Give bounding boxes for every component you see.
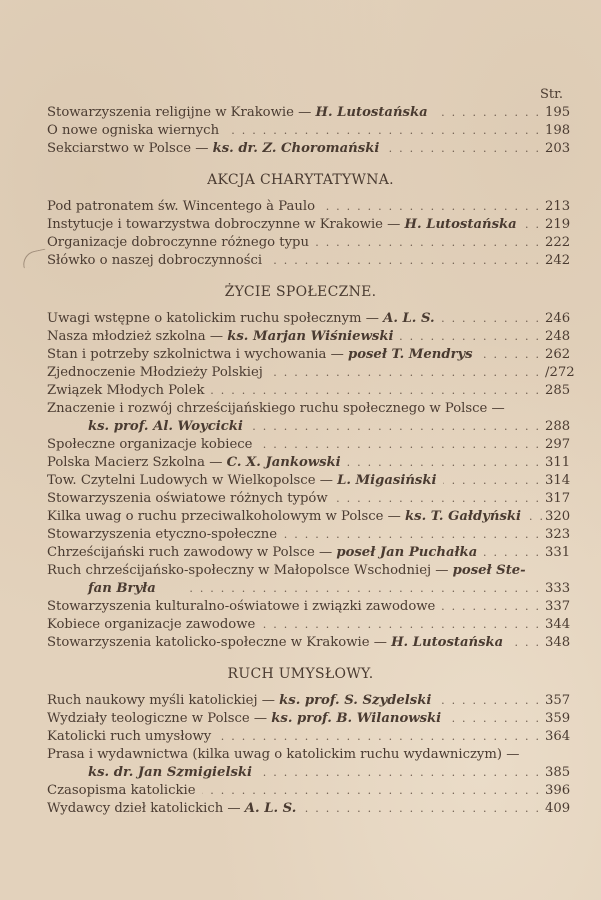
dot-leader bbox=[249, 418, 539, 436]
entry-author: poseł Ste- bbox=[452, 563, 526, 578]
toc-entry bbox=[47, 234, 569, 252]
entry-text: Ruch chrześcijańsko-społeczny w Małopolsce Wschodniej — bbox=[47, 563, 453, 578]
entry-author: A. L. S. bbox=[244, 801, 297, 816]
page-number: 331 bbox=[545, 545, 571, 560]
entry-title: Znaczenie i rozwój chrześcijańskiego ruchu społecznego w Polsce — bbox=[47, 401, 505, 416]
toc-entry bbox=[47, 122, 569, 140]
toc-entry bbox=[47, 382, 569, 400]
entry-title bbox=[47, 472, 437, 490]
pencil-mark bbox=[21, 249, 49, 269]
dot-leader bbox=[385, 140, 539, 158]
dot-leader bbox=[202, 782, 539, 800]
dot-leader bbox=[258, 764, 539, 782]
entry-author: A. L. S. bbox=[383, 311, 435, 326]
page-number: 222 bbox=[545, 235, 571, 250]
dot-leader bbox=[225, 122, 539, 140]
entry-title bbox=[47, 800, 296, 818]
entry-title: Czasopisma katolickie bbox=[47, 783, 196, 798]
entry-title bbox=[47, 634, 503, 652]
toc-entry bbox=[47, 198, 569, 216]
page-number: 333 bbox=[545, 581, 571, 596]
toc-entry bbox=[47, 310, 569, 328]
page-number: 246 bbox=[545, 311, 571, 326]
entry-title bbox=[47, 346, 473, 364]
entry-author: ks. dr. Jan Szmigielski bbox=[88, 765, 253, 780]
entry-title: Stowarzyszenia etyczno-społeczne bbox=[47, 527, 278, 542]
entry-title: O nowe ogniska wiernych bbox=[47, 123, 220, 138]
entry-text: Sekciarstwo w Polsce — bbox=[47, 141, 213, 156]
entry-title bbox=[47, 562, 526, 580]
entry-author: poseł T. Mendrys bbox=[347, 347, 473, 362]
entry-author: ks. T. Gałdyński bbox=[405, 509, 522, 524]
entry-text: Wydziały teologiczne w Polsce — bbox=[47, 711, 272, 726]
dot-leader bbox=[302, 800, 539, 818]
entry-author: ks. prof. Al. Woycicki bbox=[88, 419, 243, 434]
entry-author: ks. prof. B. Wilanowski bbox=[271, 711, 442, 726]
page-number: 409 bbox=[545, 801, 571, 816]
dot-leader bbox=[523, 508, 543, 526]
page-number: 288 bbox=[545, 419, 571, 434]
page-number: 297 bbox=[545, 437, 571, 452]
toc-entry-continuation bbox=[88, 418, 569, 436]
entry-title: Stowarzyszenia oświatowe różnych typów bbox=[47, 491, 328, 506]
page-number: 317 bbox=[545, 491, 571, 506]
toc-entry bbox=[47, 598, 569, 616]
entry-text: Tow. Czytelni Ludowych w Wielkopolsce — bbox=[47, 473, 338, 488]
page-number: 203 bbox=[545, 141, 571, 156]
entry-author: poseł Jan Puchałka bbox=[336, 545, 478, 560]
page-number: 320 bbox=[545, 509, 571, 524]
entry-text: Stan i potrzeby szkolnictwa i wychowania — bbox=[47, 347, 348, 362]
dot-leader bbox=[441, 310, 539, 328]
entry-title: Katolicki ruch umysłowy bbox=[47, 729, 212, 744]
dot-leader bbox=[479, 346, 539, 364]
toc-entry-continuation bbox=[88, 764, 569, 782]
page-number: 248 bbox=[545, 329, 571, 344]
entry-title: Zjednoczenie Młodzieży Polskiej bbox=[47, 365, 263, 380]
dot-leader bbox=[315, 234, 539, 252]
entry-text: Wydawcy dzieł katolickich — bbox=[47, 801, 245, 816]
entry-title: Kobiece organizacje zawodowe bbox=[47, 617, 256, 632]
page-number: 219 bbox=[545, 217, 571, 232]
toc-entry bbox=[47, 472, 569, 490]
entry-title: Pod patronatem św. Wincentego à Paulo bbox=[47, 199, 316, 214]
toc-entry bbox=[47, 634, 569, 652]
dot-leader bbox=[258, 436, 539, 454]
page-number: 359 bbox=[545, 711, 571, 726]
toc-entry bbox=[47, 252, 569, 270]
entry-author: C. X. Jankowski bbox=[226, 455, 341, 470]
entry-title bbox=[47, 544, 477, 562]
toc-entry bbox=[47, 328, 569, 346]
entry-author: ks. Marjan Wiśniewski bbox=[227, 329, 394, 344]
dot-leader bbox=[441, 598, 539, 616]
page-number: /272 bbox=[545, 365, 575, 380]
entry-title bbox=[47, 692, 431, 710]
entry-title: Organizacje dobroczynne różnego typu bbox=[47, 235, 309, 250]
entry-title bbox=[47, 710, 441, 728]
dot-leader bbox=[509, 634, 539, 652]
dot-leader bbox=[443, 472, 540, 490]
entry-author: ks. dr. Z. Choromański bbox=[212, 141, 380, 156]
entry-text: Chrześcijański ruch zawodowy w Polsce — bbox=[47, 545, 337, 560]
entry-title: Społeczne organizacje kobiece bbox=[47, 437, 253, 452]
toc-entry bbox=[47, 526, 569, 544]
toc-entry bbox=[47, 454, 569, 472]
page-column-label: Str. bbox=[540, 87, 564, 102]
toc-entry bbox=[47, 544, 569, 562]
page-number: 314 bbox=[545, 473, 571, 488]
page-number: 242 bbox=[545, 253, 571, 268]
entry-text: Nasza młodzież szkolna — bbox=[47, 329, 228, 344]
entry-author: L. Migasiński bbox=[337, 473, 437, 488]
page-number: 385 bbox=[545, 765, 571, 780]
entry-author: ks. prof. S. Szydelski bbox=[279, 693, 432, 708]
section-heading: ŻYCIE SPOŁECZNE. bbox=[224, 284, 377, 300]
dot-leader bbox=[261, 616, 539, 634]
section-heading: AKCJA CHARYTATYWNA. bbox=[207, 172, 394, 188]
page-number: 344 bbox=[545, 617, 571, 632]
entry-author: H. Lutostańska bbox=[315, 105, 428, 120]
dot-leader bbox=[162, 580, 539, 598]
toc-entry bbox=[47, 800, 569, 818]
toc-entry bbox=[47, 728, 569, 746]
toc-entry bbox=[47, 692, 569, 710]
page-number: 262 bbox=[545, 347, 571, 362]
dot-leader bbox=[437, 692, 539, 710]
page-number: 285 bbox=[545, 383, 571, 398]
dot-leader bbox=[447, 710, 539, 728]
toc-entry bbox=[47, 140, 569, 158]
toc-entry bbox=[47, 490, 569, 508]
entry-title bbox=[47, 508, 521, 526]
entry-text: Ruch naukowy myśli katolickiej — bbox=[47, 693, 280, 708]
dot-leader bbox=[347, 454, 539, 472]
dot-leader bbox=[400, 328, 540, 346]
entry-text: Stowarzyszenia religijne w Krakowie — bbox=[47, 105, 316, 120]
entry-title bbox=[47, 104, 428, 122]
page-number: 357 bbox=[545, 693, 571, 708]
toc-entry bbox=[47, 104, 569, 122]
entry-author: H. Lutostańska bbox=[391, 635, 504, 650]
entry-title bbox=[47, 328, 394, 346]
entry-text: Instytucje i towarzystwa dobroczynne w Krakowie — bbox=[47, 217, 405, 232]
toc-entry bbox=[47, 616, 569, 634]
toc-entry bbox=[47, 216, 569, 234]
page-number: 195 bbox=[545, 105, 571, 120]
toc-entry-first-line bbox=[47, 562, 569, 580]
entry-title bbox=[47, 310, 435, 328]
dot-leader bbox=[217, 728, 539, 746]
entry-text: Polska Macierz Szkolna — bbox=[47, 455, 227, 470]
entry-title: Stowarzyszenia kulturalno-oświatowe i związki zawodowe bbox=[47, 599, 436, 614]
entry-text: Uwagi wstępne o katolickim ruchu społecznym — bbox=[47, 311, 384, 326]
page-number: 364 bbox=[545, 729, 571, 744]
entry-text: Kilka uwag o ruchu przeciwalkoholowym w Polsce — bbox=[47, 509, 406, 524]
dot-leader bbox=[321, 198, 539, 216]
toc-entry bbox=[47, 364, 575, 382]
toc-entry bbox=[47, 782, 569, 800]
entry-title: Prasa i wydawnictwa (kilka uwag o katolickim ruchu wydawniczym) — bbox=[47, 747, 520, 762]
entry-title bbox=[47, 454, 341, 472]
section-heading: RUCH UMYSŁOWY. bbox=[227, 666, 374, 682]
dot-leader bbox=[523, 216, 539, 234]
dot-leader bbox=[483, 544, 539, 562]
page-number: 198 bbox=[545, 123, 571, 138]
page-number: 323 bbox=[545, 527, 571, 542]
dot-leader bbox=[269, 364, 539, 382]
toc-entry bbox=[47, 508, 569, 526]
page-number: 337 bbox=[545, 599, 571, 614]
page-number: 396 bbox=[545, 783, 571, 798]
toc-entry-continuation bbox=[88, 580, 569, 598]
toc-entry bbox=[47, 346, 569, 364]
dot-leader bbox=[434, 104, 539, 122]
page-number: 311 bbox=[545, 455, 571, 470]
dot-leader bbox=[210, 382, 539, 400]
page-number: 213 bbox=[545, 199, 571, 214]
entry-title: Słówko o naszej dobroczynności bbox=[47, 253, 263, 268]
entry-title bbox=[47, 216, 517, 234]
dot-leader bbox=[283, 526, 539, 544]
toc-entry bbox=[47, 710, 569, 728]
toc-entry-first-line bbox=[47, 746, 569, 764]
entry-title: Związek Młodych Polek bbox=[47, 383, 205, 398]
toc-entry bbox=[47, 436, 569, 454]
toc-entry-first-line bbox=[47, 400, 569, 418]
entry-author: fan Bryła bbox=[88, 581, 156, 596]
entry-text: Stowarzyszenia katolicko-społeczne w Krakowie — bbox=[47, 635, 392, 650]
entry-author: H. Lutostańska bbox=[404, 217, 517, 232]
page-number: 348 bbox=[545, 635, 571, 650]
entry-title bbox=[47, 140, 379, 158]
dot-leader bbox=[268, 252, 539, 270]
dot-leader bbox=[334, 490, 539, 508]
